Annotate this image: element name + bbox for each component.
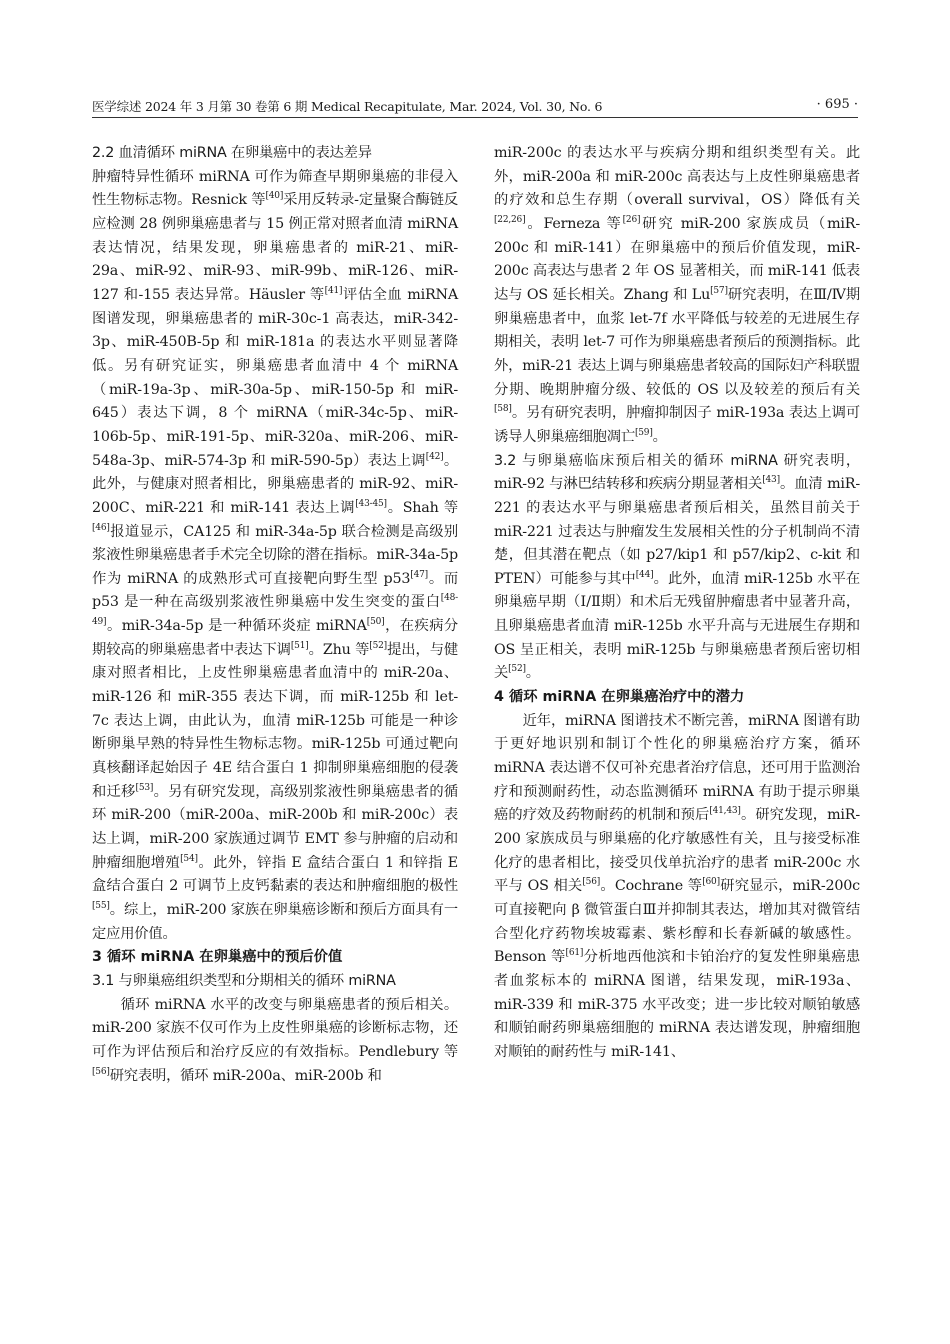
citation: [40] (265, 191, 284, 202)
text-run: 研究表明，循环 miR-200a、miR-200b 和 (109, 1067, 382, 1084)
section-3-2-heading: 3.2 与卵巢癌临床预后相关的循环 miRNA (494, 452, 778, 469)
text-run: 评估全血 miRNA 图谱发现，卵巢癌患者的 miR-30c-1 高表达，miR-342-3p、miR-450B-5p 和 miR-181a 的表达水平则显著降低。另有研究证实，卵巢癌患者血清中 4 个 miRNA（miR-19a-3p、miR-30a-5p、miR-150-5p 和 miR-645）表达下调，8 个 miRNA（miR-34c-5p、miR-106b-5p、miR-191-5p、miR-320a、miR-206、miR-548a-3p、miR-574-3p 和 miR-590-5p）表达上调 (92, 286, 458, 469)
citation: [51] (290, 640, 309, 651)
journal-info: 医学综述 2024 年 3 月第 30 卷第 6 期 Medical Recapitulate, Mar. 2024, Vol. 30, No. 6 (92, 99, 603, 114)
citation: [60] (702, 877, 720, 888)
text-run: miR-200c 的表达水平与疾病分期和组织类型有关。此外，miR-200a 和 miR-200c 高表达与上皮性卵巢癌患者的疗效和总生存期（overall survival，OS）降低有关 (494, 145, 860, 209)
section-3-1-continued (494, 142, 860, 450)
citation: [61] (565, 948, 584, 959)
running-header (92, 97, 858, 118)
citation: [50] (366, 617, 385, 628)
text-run: 循环 miRNA 水平的改变与卵巢癌患者的预后相关。miR-200 家族不仅可作为上皮性卵巢癌的诊断标志物，还可作为评估预后和治疗反应的有效指标。Pendlebury 等 (92, 996, 458, 1060)
citation: [47] (410, 569, 428, 580)
text-run: 肿瘤特异性循环 miRNA 可作为筛查早期卵巢癌的非侵入性生物标志物。Resnick 等 (92, 168, 458, 209)
citation: [42] (425, 451, 444, 462)
section-2-2-heading: 2.2 血清循环 miRNA 在卵巢癌中的表达差异 (92, 145, 372, 161)
text-run: 。Cochrane 等 (600, 878, 703, 895)
right-column (494, 142, 860, 1065)
text-run: 分析地西他滨和卡铂治疗的复发性卵巢癌患者血浆标本的 miRNA 图谱，结果发现，miR-193a、miR-339 和 miR-375 水平改变；进一步比较对顺铂敏感和顺铂耐药卵巢癌细胞的 miRNA 表达谱发现，肿瘤细胞对顺铂的耐药性与 miR-141、 (494, 949, 860, 1060)
citation: [56] (582, 877, 601, 888)
section-4-paragraph (494, 710, 860, 1065)
citation: [48-49] (92, 593, 458, 628)
text-run: 近年，miRNA 图谱技术不断完善，miRNA 图谱有助于更好地识别和制订个性化的卵巢癌治疗方案，循环 miRNA 表达谱不仅可补充患者治疗信息，还可用于监测治疗和预测耐药性，动态监测循环 miRNA 有助于提示卵巢癌的疗效及药物耐药的机制和预后 (494, 712, 860, 824)
citation: [54] (180, 853, 198, 864)
text-run: 。此外，与健康对照者相比，卵巢癌患者的 miR-92、miR-200C、miR-221 和 miR-141 表达上调 (92, 452, 458, 516)
section-3-heading: 3 循环 miRNA 在卵巢癌中的预后价值 (92, 949, 343, 966)
text-run: 。此外，血清 miR-125b 水平在卵巢癌早期（Ⅰ/Ⅱ期）和术后无残留肿瘤患者中显著升高，且卵巢癌患者血清 miR-125b 水平升高与无进展生存期和 OS 呈正相关，表明 miR-125b 与卵巢癌患者预后密切相关 (494, 570, 860, 682)
text-run: 。而 p53 是一种在高级别浆液性卵巢癌中发生突变的蛋白 (92, 570, 458, 611)
citation: [22,26] (494, 214, 526, 225)
citation: [59] (634, 427, 653, 438)
citation: [52] (508, 664, 526, 675)
text-run: 。研究发现，miR-200 家族成员与卵巢癌的化疗敏感性有关，且与接受标准化疗的患者相比，接受贝伐单抗治疗的患者 miR-200c 水平与 OS 相关 (494, 807, 861, 895)
citation: [43] (762, 475, 780, 486)
text-run: 。另有研究表明，肿瘤抑制因子 miR-193a 表达上调可诱导人卵巢癌细胞凋亡 (494, 405, 860, 445)
citation: [52] (369, 640, 387, 651)
section-2-2-paragraph (92, 166, 458, 947)
text-run: ，在疾病分期较高的卵巢癌患者中表达下调 (92, 618, 458, 658)
section-4-heading: 4 循环 miRNA 在卵巢癌治疗中的潜力 (494, 689, 745, 706)
page-number: · 695 · (816, 97, 858, 112)
citation: [43-45] (355, 498, 387, 509)
citation: [41] (324, 285, 343, 296)
section-3-2-paragraph (494, 450, 860, 687)
citation: [53] (135, 782, 154, 793)
citation: [46] (92, 522, 110, 533)
left-column (92, 142, 458, 1088)
citation: [56] (92, 1066, 110, 1077)
citation: [57] (710, 285, 728, 296)
citation: [55] (92, 901, 110, 911)
citation: [41,43] (709, 806, 741, 817)
text-run: 。血清 miR-221 的表达水平与卵巢癌患者预后相关，虽然目前关于 miR-221 过表达与肿瘤发生发展相关性的分子机制尚不清楚，但其潜在靶点（如 p27/kip1 和 p57/kip2、c-kit 和 PTEN）可能参与其中 (494, 476, 860, 587)
citation: [58] (494, 404, 512, 415)
text-run: 报道显示，CA125 和 miR-34a-5p 联合检测是高级别浆液性卵巢癌患者手术完全切除的潜在指标。miR-34a-5p 作为 miRNA 的成熟形式可直接靶向野生型 p53 (92, 523, 458, 587)
section-3-1-paragraph (92, 994, 458, 1089)
text-run: 。综上，miR-200 家族在卵巢癌诊断和预后方面具有一定应用价值。 (92, 902, 458, 942)
citation: [44] (635, 569, 654, 580)
text-run: 。miR-34a-5p 是一种循环炎症 miRNA (106, 618, 367, 635)
citation: [26] (622, 214, 641, 225)
text-run: 。此外，锌指 E 盒结合蛋白 1 和锌指 E 盒结合蛋白 2 可调节上皮钙黏素的表达和肿瘤细胞的极性 (92, 854, 458, 895)
text-run: 研究表明，miR-92 与淋巴结转移和疾病分期显著相关 (494, 452, 860, 493)
text-run: 。Ferneza 等 (525, 215, 623, 232)
text-run: 研究 miR-200 家族成员（miR-200c 和 miR-141）在卵巢癌中的预后价值发现，miR-200c 高表达与患者 2 年 OS 显著相关，而 miR-141 低表达与 OS 延长相关。Zhang 和 Lu (494, 215, 861, 303)
text-run: 。 (652, 428, 667, 445)
text-run: 提出，与健康对照者相比，上皮性卵巢癌患者血清中的 miR-20a、miR-126 和 miR-355 表达下调，而 miR-125b 和 let-7c 表达上调，由此认为，血清 miR-125b 可能是一种诊断卵巢早熟的特异性生物标志物。miR-125b 可通过靶向真核翻译起始因子 4E 结合蛋白 1 抑制卵巢癌细胞的侵袭和迁移 (92, 641, 459, 800)
text-run: 研究表明，在Ⅲ/Ⅳ期卵巢癌患者中，血浆 let-7f 水平降低与较差的无进展生存期相关，表明 let-7 可作为卵巢癌患者预后的预测指标。此外，miR-21 表达上调与卵巢癌患者较高的国际妇产科联盟分期、晚期肿瘤分级、较低的 OS 以及较差的预后有关 (494, 286, 860, 398)
text-run: 。Shah 等 (386, 499, 458, 516)
text-run: 。另有研究发现，高级别浆液性卵巢癌患者的循环 miR-200（miR-200a、miR-200b 和 miR-200c）表达上调，miR-200 家族通过调节 EMT 参与肿瘤的启动和肿瘤细胞增殖 (92, 783, 458, 871)
section-3-1-heading: 3.1 与卵巢癌组织类型和分期相关的循环 miRNA (92, 972, 396, 989)
text-run: 。 (525, 665, 540, 682)
text-run: 研究显示，miR-200c 可直接靶向 β 微管蛋白Ⅲ并抑制其表达，增加其对微管结合型化疗药物埃坡霉素、紫杉醇和长春新碱的敏感性。Benson 等 (494, 878, 860, 966)
text-run: 。Zhu 等 (308, 641, 370, 658)
text-run: 采用反转录-定量聚合酶链反应检测 28 例卵巢癌患者与 15 例正常对照者血清 miRNA 表达情况，结果发现，卵巢癌患者的 miR-21、miR-29a、miR-92、miR-93、miR-99b、miR-126、miR-127 和-155 表达异常。Häusler 等 (92, 192, 459, 303)
